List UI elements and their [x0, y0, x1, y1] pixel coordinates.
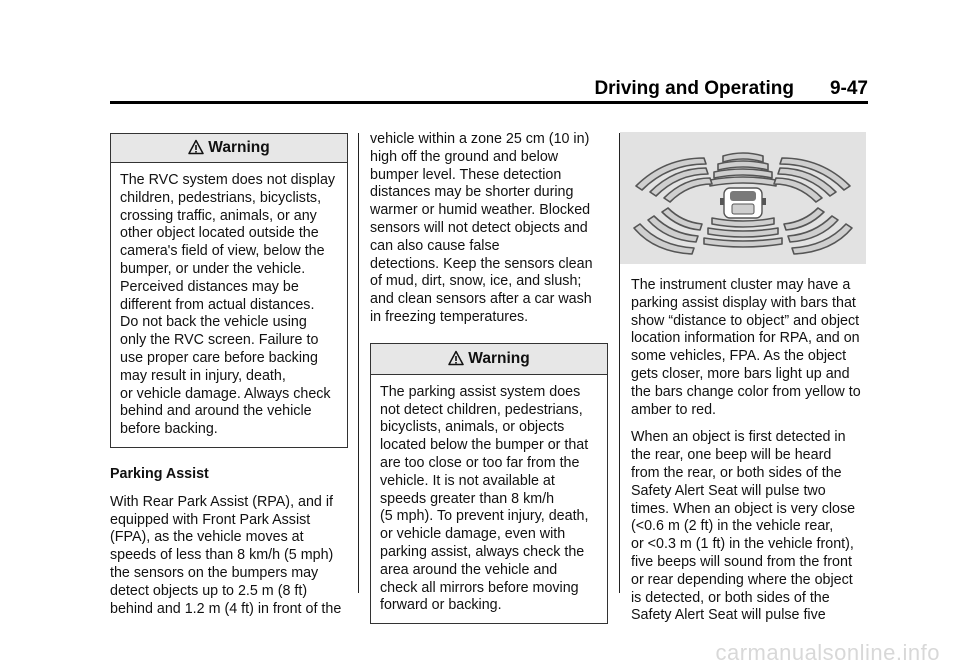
paragraph-line: times. When an object is very close — [631, 500, 856, 517]
paragraph-line: When an object is first detected in — [631, 429, 846, 446]
warning-line: bumper, or under the vehicle. — [120, 260, 306, 277]
warning-line: forward or backing. — [380, 597, 502, 614]
paragraph-line: The instrument cluster may have a — [631, 277, 851, 293]
page-header — [594, 78, 868, 100]
warning-line: speeds greater than 8 km/h — [380, 490, 555, 507]
warning-line: Perceived distances may be — [120, 278, 299, 295]
paragraph-line: or rear depending where the object — [631, 571, 853, 588]
column-2 — [370, 131, 608, 624]
warning-line: or vehicle damage, even with — [380, 526, 566, 543]
warning-line: (5 mph). To prevent injury, death, — [380, 508, 589, 525]
warning-line: before backing. — [120, 421, 218, 438]
warning-line: or vehicle damage. Always check — [120, 385, 331, 402]
paragraph-line: distances may be shorter during — [370, 184, 574, 201]
parking-assist-display-figure — [620, 132, 866, 264]
paragraph-line: the bars change color from yellow to — [631, 383, 861, 400]
warning-line: are too close or too far from the — [380, 454, 580, 471]
paragraph-line: behind and 1.2 m (4 ft) in front of the — [110, 600, 342, 617]
warning-title: Warning — [468, 349, 530, 367]
paragraph-line: in freezing temperatures. — [370, 308, 529, 325]
front-center-bar — [710, 177, 776, 186]
warning-line: vehicle. It is not available at — [380, 472, 555, 489]
paragraph-line: bumper level. These detection — [370, 166, 562, 183]
paragraph-line: With Rear Park Assist (RPA), and if — [110, 493, 333, 510]
warning-header — [371, 344, 607, 375]
warning-title: Warning — [208, 139, 270, 156]
column-divider — [358, 133, 359, 593]
column-3 — [631, 277, 873, 625]
warning-line: only the RVC screen. Failure to — [120, 332, 319, 349]
watermark: carmanualsonline.info — [715, 640, 940, 665]
paragraph-line: high off the ground and below — [370, 148, 559, 165]
paragraph-line: location information for RPA, and on — [631, 330, 860, 347]
warning-header — [111, 134, 347, 163]
rear-center-bar — [712, 218, 774, 227]
paragraph-line: detect objects up to 2.5 m (8 ft) — [110, 582, 308, 599]
paragraph-line: gets closer, more bars light up and — [631, 365, 850, 382]
warning-icon — [188, 139, 204, 155]
paragraph — [370, 131, 608, 327]
vehicle-icon — [720, 188, 766, 218]
section-title: Driving and Operating — [594, 78, 794, 99]
paragraph-line: (FPA), as the vehicle moves at — [110, 529, 304, 546]
paragraph-line: Safety Alert Seat will pulse two — [631, 482, 826, 499]
paragraph-line: Safety Alert Seat will pulse five — [631, 607, 826, 624]
warning-line: not detect children, pedestrians, — [380, 401, 583, 418]
paragraph-line: equipped with Front Park Assist — [110, 511, 311, 528]
warning-box-parking-assist — [370, 343, 608, 624]
paragraph-line: of mud, dirt, snow, ice, and slush; — [370, 273, 582, 290]
warning-line: use proper care before backing — [120, 349, 318, 366]
warning-line: The RVC system does not display — [120, 172, 336, 188]
paragraph — [110, 494, 348, 619]
paragraph-line: (<0.6 m (2 ft) in the vehicle rear, — [631, 518, 834, 535]
paragraph-line: the sensors on the bumpers may — [110, 564, 319, 581]
paragraph — [631, 277, 873, 419]
warning-line: crossing traffic, animals, or any — [120, 207, 317, 224]
paragraph-line: some vehicles, FPA. As the object — [631, 348, 847, 365]
paragraph-line: amber to red. — [631, 401, 717, 418]
warning-box-rvc — [110, 133, 348, 448]
paragraph-line: vehicle within a zone 25 cm (10 in) — [370, 131, 590, 147]
paragraph-line: show “distance to object” and object — [631, 312, 860, 329]
warning-line: located below the bumper or that — [380, 437, 589, 454]
warning-body — [371, 375, 607, 623]
column-1 — [110, 133, 348, 618]
paragraph-line: detections. Keep the sensors clean — [370, 255, 593, 272]
warning-line: other object located outside the — [120, 225, 319, 242]
parking-assist-bars-illustration — [620, 132, 866, 264]
warning-icon — [448, 350, 464, 366]
paragraph-line: parking assist display with bars that — [631, 294, 856, 311]
paragraph-line: warmer or humid weather. Blocked — [370, 202, 591, 219]
header-rule — [110, 101, 868, 104]
warning-body — [111, 163, 347, 447]
warning-line: different from actual distances. — [120, 296, 315, 313]
paragraph-line: and clean sensors after a car wash — [370, 291, 592, 308]
paragraph-line: or <0.3 m (1 ft) in the vehicle front), — [631, 536, 854, 553]
paragraph-line: five beeps will sound from the front — [631, 553, 852, 570]
warning-line: area around the vehicle and — [380, 561, 558, 578]
rear-center-bar — [708, 228, 778, 237]
warning-line: behind and around the vehicle — [120, 403, 312, 420]
warning-line: children, pedestrians, bicyclists, — [120, 189, 322, 206]
warning-line: The parking assist system does — [380, 383, 581, 400]
rear-center-bar — [704, 238, 782, 247]
paragraph-line: is detected, or both sides of the — [631, 589, 830, 606]
warning-line: parking assist, always check the — [380, 543, 585, 560]
paragraph-line: speeds of less than 8 km/h (5 mph) — [110, 547, 334, 564]
paragraph-line: from the rear, or both sides of the — [631, 464, 842, 481]
page-number: 9-47 — [829, 78, 868, 99]
paragraph-line: can also cause false — [370, 237, 500, 254]
paragraph-line: sensors will not detect objects and — [370, 219, 588, 236]
warning-line: bicyclists, animals, or objects — [380, 419, 565, 436]
warning-line: check all mirrors before moving — [380, 579, 579, 596]
paragraph — [631, 429, 873, 625]
warning-line: Do not back the vehicle using — [120, 314, 307, 331]
warning-line: may result in injury, death, — [120, 367, 286, 384]
subheading-parking-assist: Parking Assist — [110, 465, 209, 482]
warning-line: camera's field of view, below the — [120, 243, 325, 260]
paragraph-line: the rear, one beep will be heard — [631, 447, 832, 464]
